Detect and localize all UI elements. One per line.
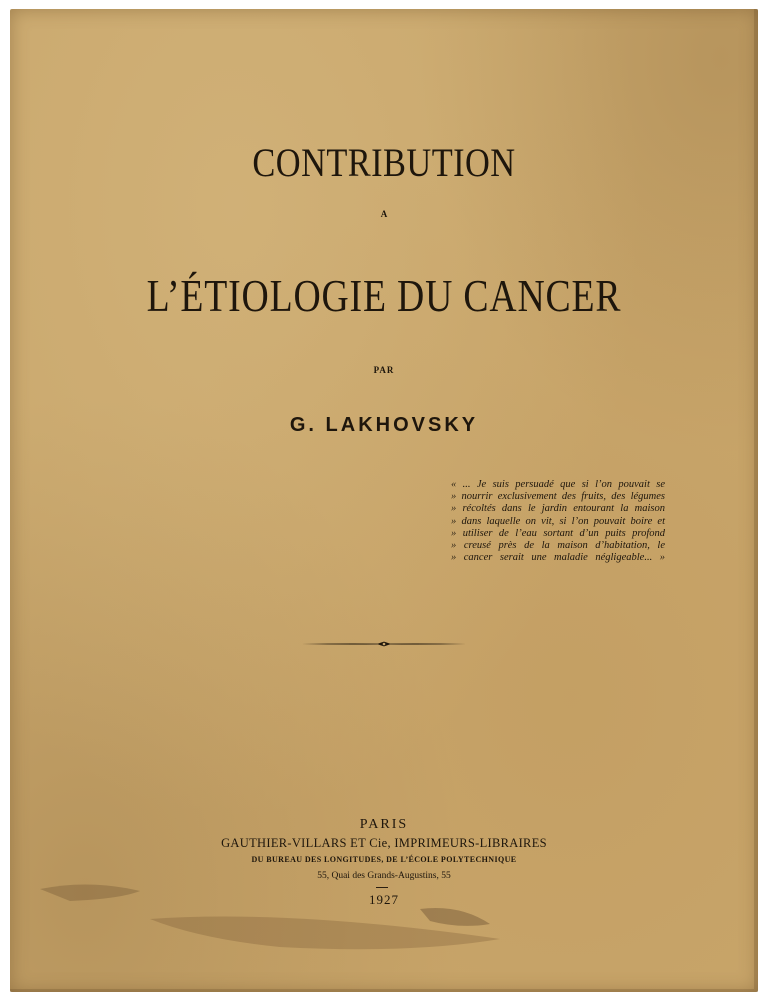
title-connector: A — [380, 209, 388, 219]
paper-stain — [30, 869, 530, 979]
epigraph-quote — [451, 479, 665, 564]
title-line-1: CONTRIBUTION — [252, 140, 516, 185]
imprint-city: PARIS — [359, 817, 409, 832]
epigraph-line: » creusé près de la maison d’habitation, le — [451, 540, 665, 552]
epigraph-line: » utiliser de l’eau sortant d’un puits profond — [451, 527, 665, 539]
ornamental-divider — [300, 639, 468, 649]
epigraph-line: « ... Je suis persuadé que si l’on pouvait se — [451, 479, 665, 490]
epigraph-line: » dans laquelle on vit, si l’on pouvait boire et — [451, 515, 665, 527]
book-cover — [10, 9, 758, 992]
title-line-2: L’ÉTIOLOGIE DU CANCER — [146, 270, 622, 321]
author-name: G. LAKHOVSKY — [289, 414, 479, 436]
epigraph-line: » récoltés dans le jardin entourant la maison — [451, 503, 665, 515]
imprint-rule — [376, 887, 388, 888]
imprint-bureau: DU BUREAU DES LONGITUDES, DE L’ÉCOLE POLYTECHNIQUE — [251, 855, 517, 864]
by-label: PAR — [373, 365, 395, 375]
imprint-address: 55, Quai des Grands-Augustins, 55 — [317, 871, 451, 881]
imprint-year: 1927 — [369, 892, 399, 907]
imprint-publisher: GAUTHIER-VILLARS ET Cie, IMPRIMEURS-LIBRAIRES — [221, 836, 547, 850]
epigraph-line: » cancer serait une maladie négligeable... » — [451, 552, 665, 564]
epigraph-line: » nourrir exclusivement des fruits, des légumes — [451, 491, 665, 503]
